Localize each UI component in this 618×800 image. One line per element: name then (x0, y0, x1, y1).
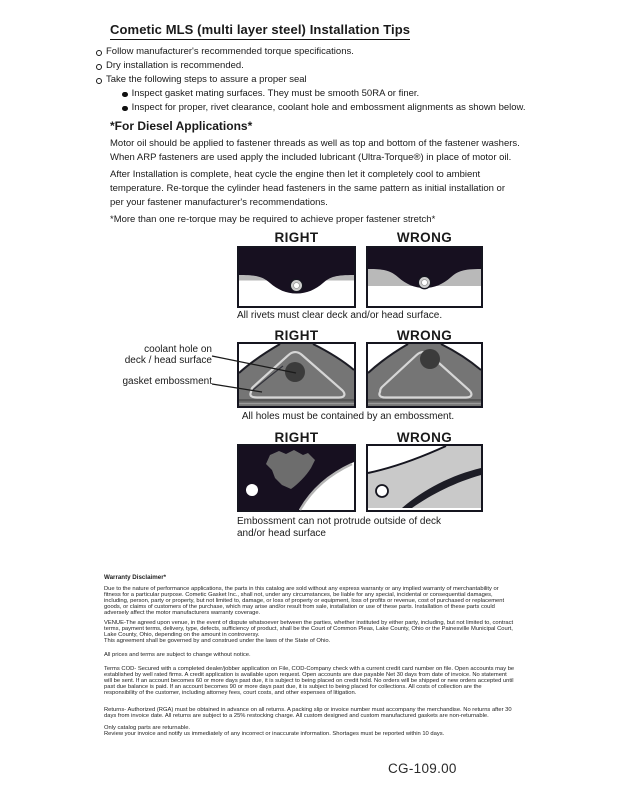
coolant-hole-label: coolant hole on deck / head surface (124, 344, 212, 366)
right-label: RIGHT (274, 230, 319, 245)
coolant-hole-icon (420, 349, 440, 369)
wrong-label: WRONG (396, 430, 453, 445)
diesel-paragraph: After Installation is complete, heat cycle the engine then let it completely cool to ambient temperature. Re-torque the cylinder head fasteners in the same pattern as initial installation or per your fastener manufacturer's recommendations. (110, 169, 505, 208)
disclaimer-paragraph: Due to the nature of performance applications, the parts in this catalog are sold without any express warranty or any implied warranty of merchantability or fitness for a particular purpose. Cometic Gasket Inc., shall not, under any circumstances, be liable for any special, incidental or consequential damages, including, person, party or property, but not limited to, damage, or loss of property or equipment, loss of profits or revenue, cost of purchased or replacement goods, or claims of customers of the purchase, which may arise and/or result from sale, installation or use of these parts. Installation of these parts could adversely affect the motor manufacturers warranty coverage. (104, 586, 505, 616)
disclaimer-paragraph: All prices and terms are subject to change without notice. (104, 652, 251, 658)
diagram-protrusion-wrong (366, 444, 483, 512)
bolt-hole-icon (246, 484, 258, 496)
hollow-bullet-icon (96, 64, 102, 70)
list-item (96, 73, 570, 87)
diagram-embossment-wrong (366, 342, 483, 408)
diesel-heading: *For Diesel Applications* (110, 119, 253, 133)
page-title: Cometic MLS (multi layer steel) Installation Tips (110, 22, 410, 40)
page-code: CG-109.00 (388, 761, 457, 776)
diesel-paragraph: Motor oil should be applied to fastener threads as well as top and bottom of the fastener washers. When ARP fasteners are used apply the included lubricant (Ultra-Torque®) in place of motor oil. (110, 138, 520, 163)
filled-bullet-icon (122, 92, 128, 98)
tip-text: Inspect for proper, rivet clearance, coolant hole and embossment alignments as shown below. (131, 102, 526, 113)
list-item (96, 45, 570, 59)
gasket-embossment-label: gasket embossment (122, 376, 212, 387)
hollow-bullet-icon (96, 78, 102, 84)
tip-text: Inspect gasket mating surfaces. They must be smooth 50RA or finer. (131, 88, 420, 99)
tip-text: Follow manufacturer's recommended torque specifications. (106, 46, 354, 57)
diagram-protrusion-right (237, 444, 356, 512)
list-item (96, 59, 570, 73)
rivet-caption: All rivets must clear deck and/or head surface. (237, 310, 443, 321)
embossment-caption: All holes must be contained by an embossment. (241, 411, 455, 422)
disclaimer-paragraph: Terms COD- Secured with a completed dealer/jobber application on File, COD-Company check with a current credit card number on file. Open accounts may be established by well rated firms. A credit application is available upon request. Open accounts are due payable Net 30 days from date of invoice. No statement will be sent. If an account becomes 60 or more days past due, it is subject to being placed on credit hold. No orders will be shipped or new orders accepted until past due balance is paid. If an account becomes 90 or more days past due, it is subject to being placed for collections. All costs of collection are the responsibility of the customer, including attorney fees, court costs, and other expenses of litigation. (104, 666, 515, 696)
hollow-bullet-icon (96, 50, 102, 56)
bolt-hole-icon (376, 485, 388, 497)
tip-text: Dry installation is recommended. (106, 60, 244, 71)
list-item (122, 87, 570, 101)
leader-lines (208, 346, 308, 398)
right-label: RIGHT (274, 328, 319, 343)
retorque-note: *More than one re-torque may be required to achieve proper fastener stretch* (110, 214, 436, 225)
list-item (122, 101, 570, 115)
diagram-rivet-wrong (366, 246, 483, 308)
disclaimer-paragraph: Only catalog parts are returnable. Review your invoice and notify us immediately of any incorrect or inaccurate information. Shortages must be reported within 10 days. (104, 725, 445, 737)
wrong-label: WRONG (396, 328, 453, 343)
diagram-rivet-right (237, 246, 356, 308)
tip-text: Take the following steps to assure a proper seal (106, 74, 307, 85)
disclaimer-paragraph: VENUE-The agreed upon venue, in the event of dispute whatsoever between the parties, whether instituted by either party, including, but not limited to, contract terms, payment terms, delivery, type, defects, sufficiency of product, shall be the Court of Common Pleas, Lake County, Ohio or the Painesville Municipal Court, Lake County, Ohio, depending on the amount in controversy. This agreement shall be governed by and construed under the laws of the State of Ohio. (104, 620, 514, 644)
wrong-label: WRONG (396, 230, 453, 245)
disclaimer-paragraph: Returns- Authorized (RGA) must be obtained in advance on all returns. A packing slip or invoice number must accompany the merchandise. No returns after 30 days from invoice date. All returns are subject to a 25% restocking charge. All custom designed and custom manufactured gaskets are non-returnable. (104, 707, 512, 719)
disclaimer-heading: Warranty Disclaimer* (104, 574, 167, 581)
filled-bullet-icon (122, 106, 128, 112)
tips-list (96, 45, 570, 115)
protrusion-caption: Embossment can not protrude outside of deck and/or head surface (237, 516, 442, 539)
right-label: RIGHT (274, 430, 319, 445)
